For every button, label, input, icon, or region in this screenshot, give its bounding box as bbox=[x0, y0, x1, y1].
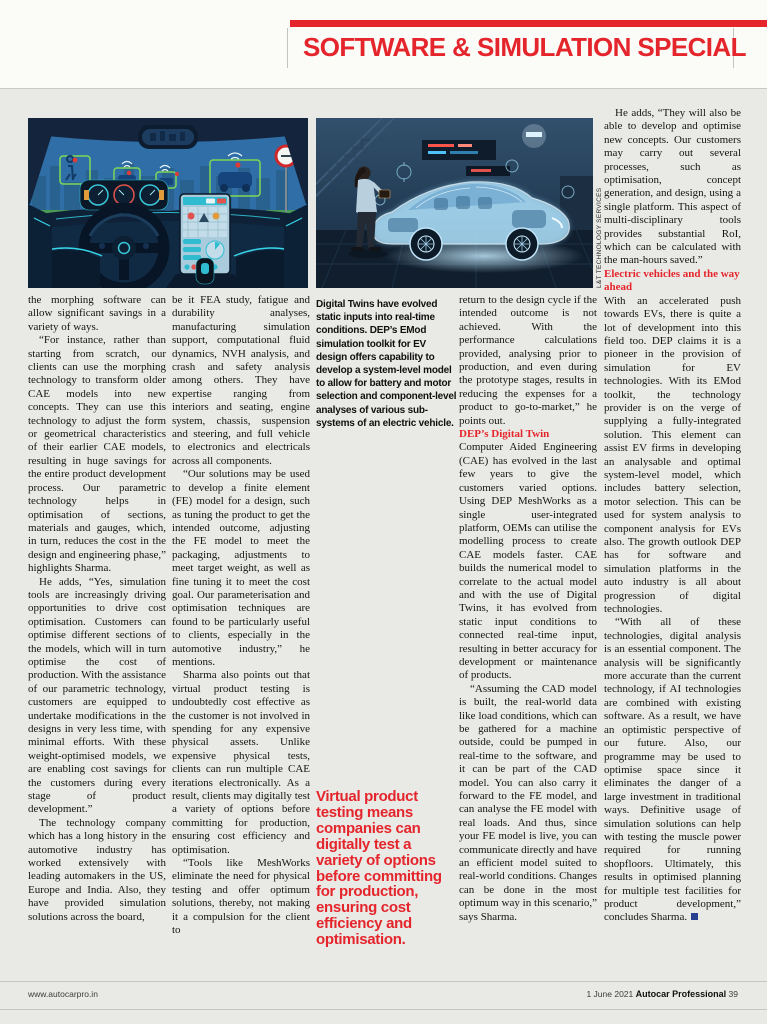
door-right bbox=[284, 204, 308, 288]
footer-issue bbox=[586, 989, 738, 999]
article-column-4 bbox=[459, 294, 597, 924]
rearview-mirror bbox=[138, 125, 198, 149]
subhead-dep-digital-twin: DEP’s Digital Twin bbox=[459, 428, 550, 441]
paragraph: With an accelerated push towards EVs, there is quite a lot of development into this field too. DEP claims it is a pioneer in the provision of simulation for EV technologies. With its EMod toolkit, the technology provider is on the verge of supplying a fully-integrated solution. This element can assist EV firms in developing an analysable and optimal system-level model, which includes battery selection, motor selection. This can be used for system analysis to component analysis for EVs also. The growth outlook DEP has for software and simulation platforms in the auto industry is all about progression of digital technologies. bbox=[604, 294, 741, 616]
paragraph: “For instance, rather than starting from scratch, our clients can use the morphing technology to transform older CAE models into new concepts. They can use this technology to adjust the form or geometrical characteristics of their earlier CAE models, resulting in huge savings for the entire product development process. Our parametric technology helps in optimisation of sections, materials and gauges, which, in turn, reduces the cost in the design and engineering phase,” highlights Sharma. bbox=[28, 334, 166, 575]
section-title: SOFTWARE & SIMULATION SPECIAL bbox=[303, 32, 746, 62]
header-rule-left bbox=[287, 28, 288, 68]
footer-rule-top bbox=[0, 981, 767, 982]
pull-quote: Virtual product testing means companies can digitally test a variety of options before committing for production, ensuring cost efficiency and optimisation. bbox=[316, 788, 442, 949]
article-column-2 bbox=[172, 294, 310, 938]
ceiling-light bbox=[522, 124, 546, 148]
paragraph: “Assuming the CAD model is built, the real-world data like load conditions, which can be gathered for a machine outside, could be pumped in real-time to the software, and it can be part of the CAD model. You can also carry it forward to the FE model, and can analyse the FE model with real loads. And thus, since your FE model is live, you can communicate directly and have an efficient model suited to real-world conditions. Changes can be done in the most optimum way in this scenario,” says Sharma. bbox=[459, 682, 597, 923]
paragraph: return to the design cycle if the intended outcome is not achieved. With the performance calculations provided, analysing prior to production, and even during the prototype stages, results in reducing the expenses for a product to go-to-market,” he points out. bbox=[459, 294, 597, 427]
paragraph-text: “With all of these technologies, digital analysis is an essential component. The analysis will be significantly more accurate than the current technology, if AI technologies are combined with existing software. As a result, we have an optimistic perspective of our future. Also, our programme may be used to optimise space since it eliminates the danger of a large investment in traditional ways. Definitive usage of simulation solutions can help with testing the muscle power required for running shopfloors. Ultimately, this results in optimised planning for multiple test facilities for product development,” concludes Sharma. bbox=[604, 616, 741, 924]
header-red-bar bbox=[290, 20, 767, 27]
paragraph: be it FEA study, fatigue and durability analyses, manufacturing simulation support, computational fluid dynamics, NVH analysis, and crash and safety analysis among others. They have expertise ranging from interiors and seating, engine system, chassis, suspension and steering, and full vehicle to electronics and electricals across all components. bbox=[172, 294, 310, 467]
footer-url: www.autocarpro.in bbox=[28, 989, 98, 999]
footer-date: 1 June 2021 bbox=[586, 989, 634, 999]
paragraph: Sharma also points out that virtual product testing is undoubtedly cost effective as the customer is not involved in spending for any expensive physical assets. Unlike expensive physical tests, clients can run multiple CAE iterations electronically. As a result, clients may digitally test a variety of options before committing for production, ensuring cost efficiency and optimisation. bbox=[172, 669, 310, 856]
paragraph: “Our solutions may be used to develop a finite element (FE) model for a design, such as tuning the product to get the intended outcome, adjusting the FE model to meet the packaging, adjustments to meet target weight, as well as fine tuning it to meet the cost goal. Our parameterisation and optimisation techniques are found to be particularly useful to clients, especially in the automotive industry,” he mentions. bbox=[172, 468, 310, 668]
paragraph: He adds, “They will also be able to develop and optimise new concepts. Our customers may carry out several processes, such as optimisation, concept generation, and design, using a single platform. This aspect of multi-disciplinary tools provides substantial RoI, which can be calculated with the man-hours saved.” bbox=[604, 107, 741, 267]
hologram-car-photo bbox=[316, 118, 593, 288]
paragraph: Computer Aided Engineering (CAE) has evolved in the last few years to give the customers varied options. Using DEP MeshWorks as a single user-integrated platform, OEMs can utilise the modelling process to create CAE models faster. CAE builds the numerical model to correlate to the actual model and with the use of Digital Twins, it has evolved from static input conditions to connected real-time input, resulting in better accuracy for development or maintenance of products. bbox=[459, 441, 597, 682]
footer-page-number: 39 bbox=[728, 989, 738, 999]
paragraph bbox=[604, 616, 741, 924]
article-column-5 bbox=[604, 107, 741, 925]
photo-caption: Digital Twins have evolved static inputs into real-time conditions. DEP’s EMod simulation toolkit for EV design offers capability to develop a system-level model to allow for battery and motor selection and component-level analyses of various sub-systems of an electric vehicle. bbox=[316, 299, 457, 429]
end-mark-square bbox=[691, 913, 698, 920]
paragraph: The technology company which has a long history in the automotive industry has worked extensively with leading automakers in the US, Europe and India. Also, they have provided simulation solutions across the board, bbox=[28, 816, 166, 923]
paragraph: “Tools like MeshWorks eliminate the need for physical testing and offer optimum solutions, thereby, not making it a compulsion for the client to bbox=[172, 857, 310, 937]
footer-publication: Autocar Professional bbox=[635, 989, 727, 999]
paragraph: He adds, “Yes, simulation tools are increasingly driving opportunities to drive cost optimisation. Customers can optimise different sections of the models, which will in turn optimise the cost of production. With the assistance of our parametric technology, customers are equipped to undertake modifications in the designs in very less time, with minimal efforts. With these weight-optimised models, we are enabling cost savings for the customers during every stage of product development.” bbox=[28, 575, 166, 816]
article-column-1 bbox=[28, 294, 166, 924]
paragraph: the morphing software can allow significant savings in a variety of ways. bbox=[28, 294, 166, 333]
cockpit-illustration bbox=[28, 118, 308, 288]
photo-credit: L&T TECHNOLOGY SERVICES bbox=[596, 187, 603, 288]
subhead-electric-vehicles: Electric vehicles and the way ahead bbox=[604, 267, 740, 294]
footer-rule-bottom bbox=[0, 1009, 767, 1010]
door-left bbox=[28, 204, 52, 288]
